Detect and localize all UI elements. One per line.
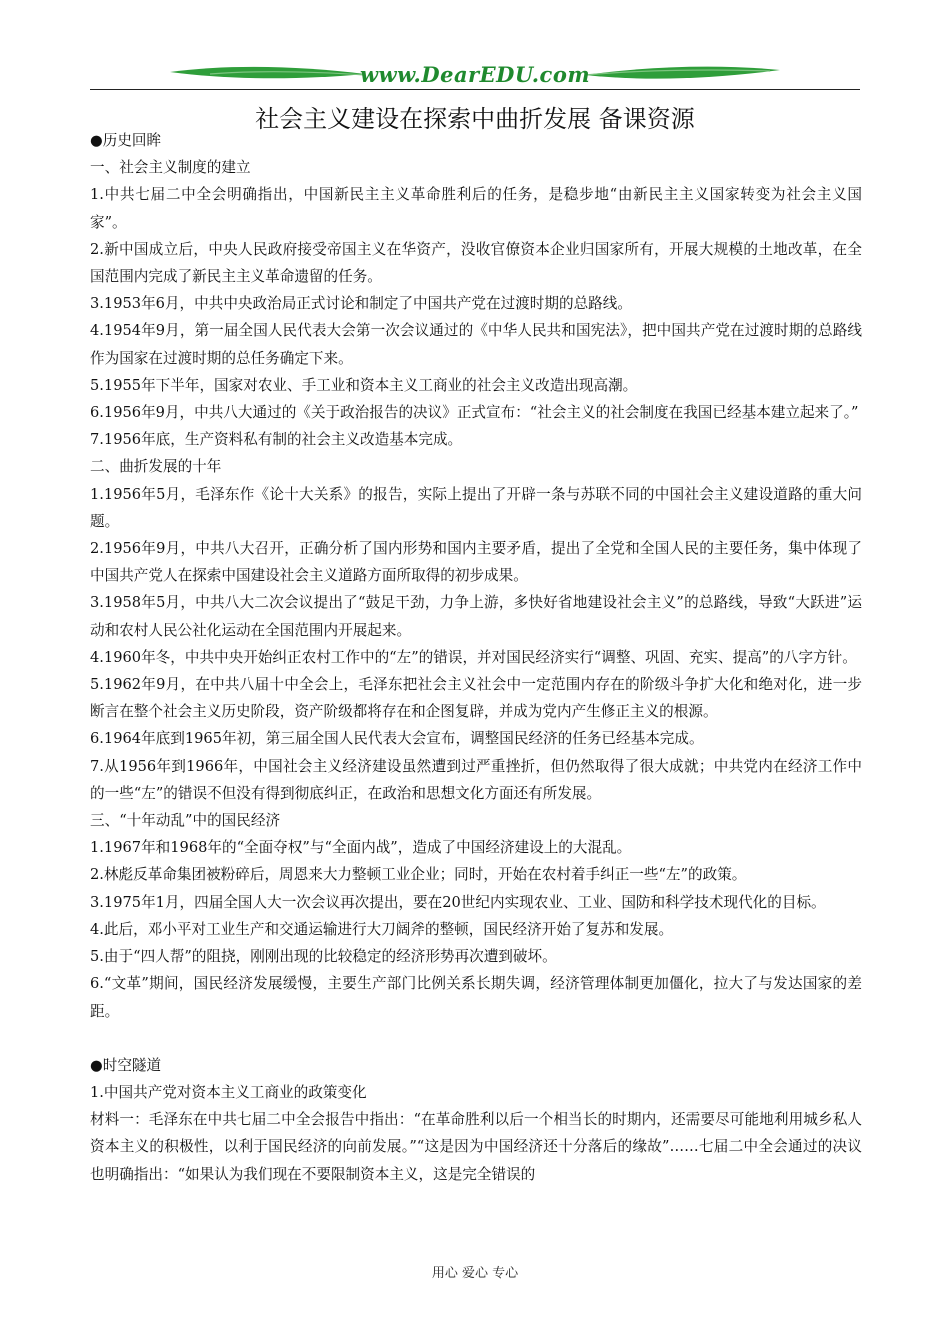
list-item: 4.1960年冬，中共中央开始纠正农村工作中的“左”的错误，并对国民经济实行“调整、巩固、充实、提高”的八字方针。 (90, 648, 857, 666)
page-title: 社会主义建设在探索中曲折发展 备课资源 (255, 105, 695, 133)
subsection-heading: 三、“十年动乱”中的国民经济 (90, 812, 281, 830)
list-item: 7.1956年底，生产资料私有制的社会主义改造基本完成。 (90, 431, 463, 449)
site-logo[interactable]: www.DearEDU.com (359, 62, 591, 87)
list-item: 5.由于“四人帮”的阻挠，刚刚出现的比较稳定的经济形势再次遭到破坏。 (90, 948, 557, 966)
list-item: 7.从1956年到1966年，中国社会主义经济建设虽然遭到过严重挫折，但仍然取得了很大成就；中共党内在经济工作中的一些“左”的错误不但没有得到彻底纠正，在政治和思想文化方面还有所发展。 (90, 757, 862, 802)
subsection-heading: 二、曲折发展的十年 (90, 458, 222, 476)
list-item: 6.1956年9月，中共八大通过的《关于政治报告的决议》正式宣布：“社会主义的社会制度在我国已经基本建立起来了。” (90, 404, 859, 422)
subsection-heading: 1.中国共产党对资本主义工商业的政策变化 (90, 1083, 367, 1101)
list-item: 3.1975年1月，四届全国人大一次会议再次提出，要在20世纪内实现农业、工业、国防和科学技术现代化的目标。 (90, 893, 826, 911)
list-item: 3.1953年6月，中共中央政治局正式讨论和制定了中国共产党在过渡时期的总路线。 (90, 295, 632, 313)
header-divider (90, 89, 860, 90)
list-item: 6.“文革”期间，国民经济发展缓慢，主要生产部门比例关系长期失调，经济管理体制更加僵化，拉大了与发达国家的差距。 (90, 975, 862, 1020)
list-item: 2.林彪反革命集团被粉碎后，周恩来大力整顿工业企业；同时，开始在农村着手纠正一些“左”的政策。 (90, 866, 747, 884)
list-item: 2.1956年9月，中共八大召开，正确分析了国内形势和国内主要矛盾，提出了全党和全国人民的主要任务，集中体现了中国共产党人在探索中国建设社会主义道路方面所取得的初步成果。 (90, 540, 862, 585)
blank-line (90, 1025, 862, 1052)
material-paragraph: 材料一：毛泽东在中共七届二中全会报告中指出：“在革命胜利以后一个相当长的时期内，还需要尽可能地利用城乡私人资本主义的积极性，以利于国民经济的向前发展。”“这是因为中国经济还十分落后的缘故”……七届二中全会通过的决议也明确指出：“如果认为我们现在不要限制资本主义，这是完全错误的 (90, 1111, 862, 1183)
list-item: 4.此后，邓小平对工业生产和交通运输进行大刀阔斧的整顿，国民经济开始了复苏和发展。 (90, 920, 674, 938)
list-item: 5.1955年下半年，国家对农业、手工业和资本主义工商业的社会主义改造出现高潮。 (90, 376, 638, 394)
subsection-heading: 一、社会主义制度的建立 (90, 159, 251, 177)
section-heading-history: ●历史回眸 (90, 132, 162, 149)
document-body (90, 127, 862, 1188)
list-item: 4.1954年9月，第一届全国人民代表大会第一次会议通过的《中华人民共和国宪法》，把中国共产党在过渡时期的总路线作为国家在过渡时期的总任务确定下来。 (90, 322, 862, 367)
list-item: 1.1956年5月，毛泽东作《论十大关系》的报告，实际上提出了开辟一条与苏联不同的中国社会主义建设道路的重大问题。 (90, 485, 862, 530)
list-item: 2.新中国成立后，中央人民政府接受帝国主义在华资产，没收官僚资本企业归国家所有，开展大规模的土地改革，在全国范围内完成了新民主主义革命遗留的任务。 (90, 240, 862, 286)
page-footer: 用心 爱心 专心 (431, 1266, 519, 1281)
list-item: 5.1962年9月，在中共八届十中全会上，毛泽东把社会主义社会中一定范围内存在的阶级斗争扩大化和绝对化，进一步断言在整个社会主义历史阶段，资产阶级都将存在和企图复辟，并成为党内产生修正主义的根源。 (90, 676, 862, 721)
list-item: 1.1967年和1968年的“全面夺权”与“全面内战”，造成了中国经济建设上的大混乱。 (90, 839, 632, 857)
list-item: 3.1958年5月，中共八大二次会议提出了“鼓足干劲，力争上游，多快好省地建设社会主义”的总路线，导致“大跃进”运动和农村人民公社化运动在全国范围内开展起来。 (90, 594, 862, 639)
list-item: 6.1964年底到1965年初，第三届全国人民代表大会宣布，调整国民经济的任务已经基本完成。 (90, 730, 704, 748)
section-heading-tunnel: ●时空隧道 (90, 1056, 162, 1074)
list-item: 1.中共七届二中全会明确指出，中国新民主主义革命胜利后的任务，是稳步地“由新民主主义国家转变为社会主义国家”。 (90, 186, 862, 231)
